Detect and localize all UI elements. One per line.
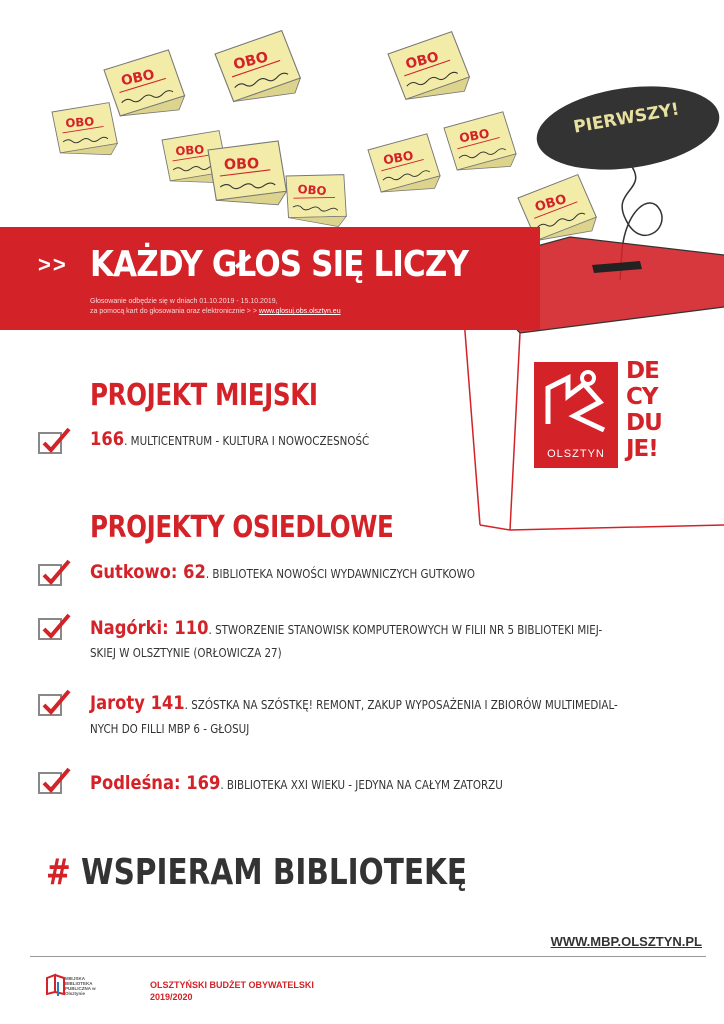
ballot-card xyxy=(213,29,303,110)
project-item-gutkowo xyxy=(90,561,475,583)
banner-note-dates: Głosowanie odbędzie się w dniach 01.10.2019 - 15.10.2019, xyxy=(90,298,278,305)
banner-title: KAŻDY GŁOS SIĘ LICZY xyxy=(90,244,469,285)
district-name: Jaroty xyxy=(90,692,145,714)
separator: : xyxy=(170,561,184,583)
project-title: . SZÓSTKA NA SZÓSTKĘ! REMONT, ZAKUP WYPOSAŻENIA I ZBIORÓW MULTIMEDIAL- xyxy=(184,698,618,712)
project-number: 141 xyxy=(150,692,185,714)
ballot-card xyxy=(443,111,518,177)
bubble-text: PIERWSZY! xyxy=(572,99,681,138)
ballots-illustration: OBO xyxy=(0,0,724,300)
project-title: . BIBLIOTEKA NOWOŚCI WYDAWNICZYCH GUTKOWO xyxy=(205,567,476,581)
district-name: Nagórki xyxy=(90,617,163,639)
project-number: 110 xyxy=(174,617,209,639)
voting-link[interactable]: www.glosuj.obs.olsztyn.eu xyxy=(258,308,341,315)
slogan-line: DU xyxy=(626,410,662,436)
section-heading-projekt-miejski: PROJEKT MIEJSKI xyxy=(90,378,318,413)
project-number: 166 xyxy=(90,428,125,450)
budget-title: OLSZTYŃSKI BUDŻET OBYWATELSKI xyxy=(150,980,314,990)
hashtag-slogan xyxy=(46,852,467,893)
separator: : xyxy=(162,617,175,639)
library-name: MIEJSKA BIBLIOTEKA PUBLICZNA w Olsztynie xyxy=(65,976,96,996)
checkbox-checked-icon xyxy=(38,426,72,456)
banner-note-text: za pomocą kart do głosowania oraz elektronicznie > > xyxy=(90,308,257,315)
ballot-card xyxy=(283,171,349,227)
separator: : xyxy=(173,772,187,794)
city-emblem-icon xyxy=(534,362,618,446)
project-title: . BIBLIOTEKA XXI WIEKU - JEDYNA NA CAŁYM ZATORZU xyxy=(220,778,503,792)
district-name: Podleśna xyxy=(90,772,174,794)
slogan-line: CY xyxy=(626,384,658,410)
logo-city-name: OLSZTYN xyxy=(547,448,605,460)
ballot-card xyxy=(103,49,188,124)
banner-note-method xyxy=(90,308,341,315)
project-title-continued: SKIEJ W OLSZTYNIE (ORŁOWICZA 27) xyxy=(90,646,282,660)
ballot-card xyxy=(208,141,287,207)
project-number: 169 xyxy=(186,772,221,794)
slogan-line: DE xyxy=(626,358,659,384)
hash-symbol: # xyxy=(46,852,71,893)
budget-year: 2019/2020 xyxy=(150,992,193,1002)
project-title: . MULTICENTRUM - KULTURA I NOWOCZESNOŚĆ xyxy=(124,434,370,448)
project-item-podlesna xyxy=(90,772,503,794)
district-name: Gutkowo xyxy=(90,561,171,583)
project-item-166 xyxy=(90,428,369,450)
checkbox-checked-icon xyxy=(38,688,72,718)
slogan-line: JE! xyxy=(626,436,658,462)
website-link[interactable]: WWW.MBP.OLSZTYN.PL xyxy=(550,934,702,949)
project-title-continued: NYCH DO FILLI MBP 6 - GŁOSUJ xyxy=(90,722,250,736)
checkbox-checked-icon xyxy=(38,766,72,796)
project-item-nagorki xyxy=(90,617,602,639)
banner-arrows-icon: >> xyxy=(38,252,68,277)
project-number: 62 xyxy=(183,561,206,583)
footer-divider xyxy=(30,956,706,957)
checkbox-checked-icon xyxy=(38,558,72,588)
checkbox-checked-icon xyxy=(38,612,72,642)
ballot-card xyxy=(52,102,118,158)
project-item-jaroty xyxy=(90,692,618,714)
hashtag-text: WSPIERAM BIBLIOTEKĘ xyxy=(70,852,468,893)
project-title: . STWORZENIE STANOWISK KOMPUTEROWYCH W FILII NR 5 BIBLIOTEKI MIEJ- xyxy=(208,623,603,637)
ballot-card xyxy=(386,30,472,107)
ballot-card xyxy=(367,133,442,199)
section-heading-projekty-osiedlowe: PROJEKTY OSIEDLOWE xyxy=(90,510,394,545)
